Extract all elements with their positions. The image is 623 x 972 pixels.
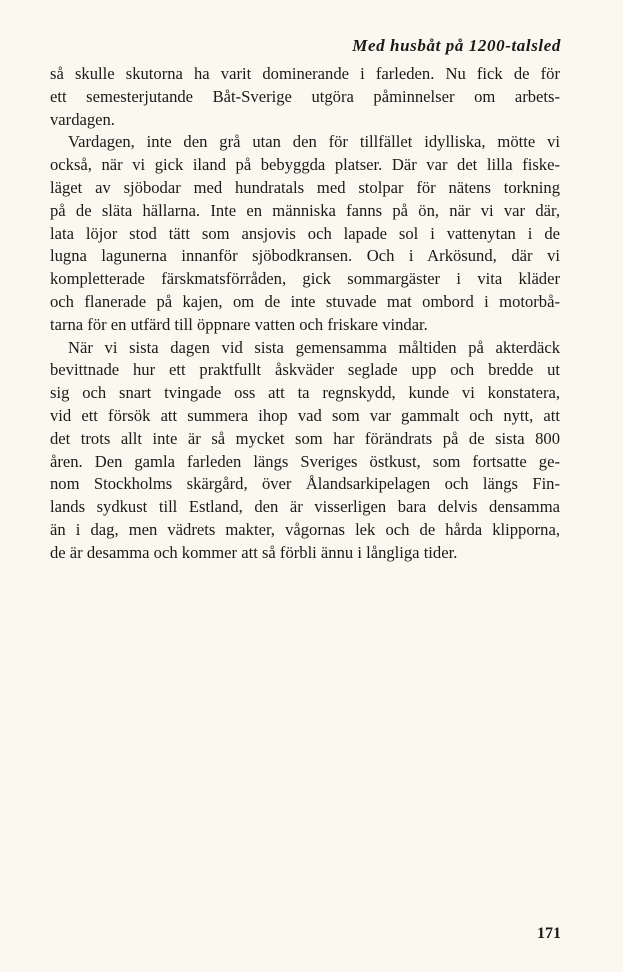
text-line: kompletterade färskmatsförråden, gick sommargäster i vita kläder [50,269,560,289]
paragraph-start-line: När vi sista dagen vid sista gemensamma måltiden på akterdäck [68,337,560,357]
text-line: än i dag, men vädrets makter, vågornas lek och de hårda klipporna, [50,519,560,539]
text-line: bevittnade hur ett praktfullt åskväder seglade upp och bredde ut [50,360,560,380]
text-line: och flanerade på kajen, om de inte stuvade mat ombord i motorbå- [50,291,560,311]
page-number: 171 [537,925,561,942]
text-line: läget av sjöbodar med hundratals med stolpar för nätens torkning [50,177,560,197]
text-line: de är desamma och kommer att så förbli ännu i långliga tider. [50,542,458,562]
text-line: tarna för en utfärd till öppnare vatten och friskare vindar. [50,314,428,334]
text-line: så skulle skutorna ha varit dominerande i farleden. Nu fick de för [50,64,560,83]
text-line: ett semesterjutande Båt-Sverige utgöra påminnelser om arbets- [50,86,560,106]
text-line: också, när vi gick iland på bebyggda platser. Där var det lilla fiske- [50,155,560,175]
text-line: nom Stockholms skärgård, över Ålandsarkipelagen och längs Fin- [50,474,560,494]
text-line: vid ett försök att summera ihop vad som var gammalt och nytt, att [50,405,560,425]
text-line: lata löjor stod tätt som ansjovis och lapade sol i vattenytan i de [50,223,560,243]
body-text [50,63,560,565]
paragraph-start-line: Vardagen, inte den grå utan den för tillfället idylliska, mötte vi [68,132,560,152]
text-line: det trots allt inte är så mycket som har förändrats på de sista 800 [50,428,560,448]
running-header: Med husbåt på 1200-talsled [352,36,561,55]
text-line: lands sydkust till Estland, den är visserligen bara delvis densamma [50,497,560,517]
text-line: sig och snart tvingade oss att ta regnskydd, kunde vi konstatera, [50,383,560,403]
text-line: åren. Den gamla farleden längs Sveriges östkust, som fortsatte ge- [50,451,560,471]
text-line: på de släta hällarna. Inte en människa fanns på ön, när vi var där, [50,200,560,220]
text-line: lugna lagunerna innanför sjöbodkransen. Och i Arkösund, där vi [50,246,560,266]
text-line: vardagen. [50,109,115,129]
